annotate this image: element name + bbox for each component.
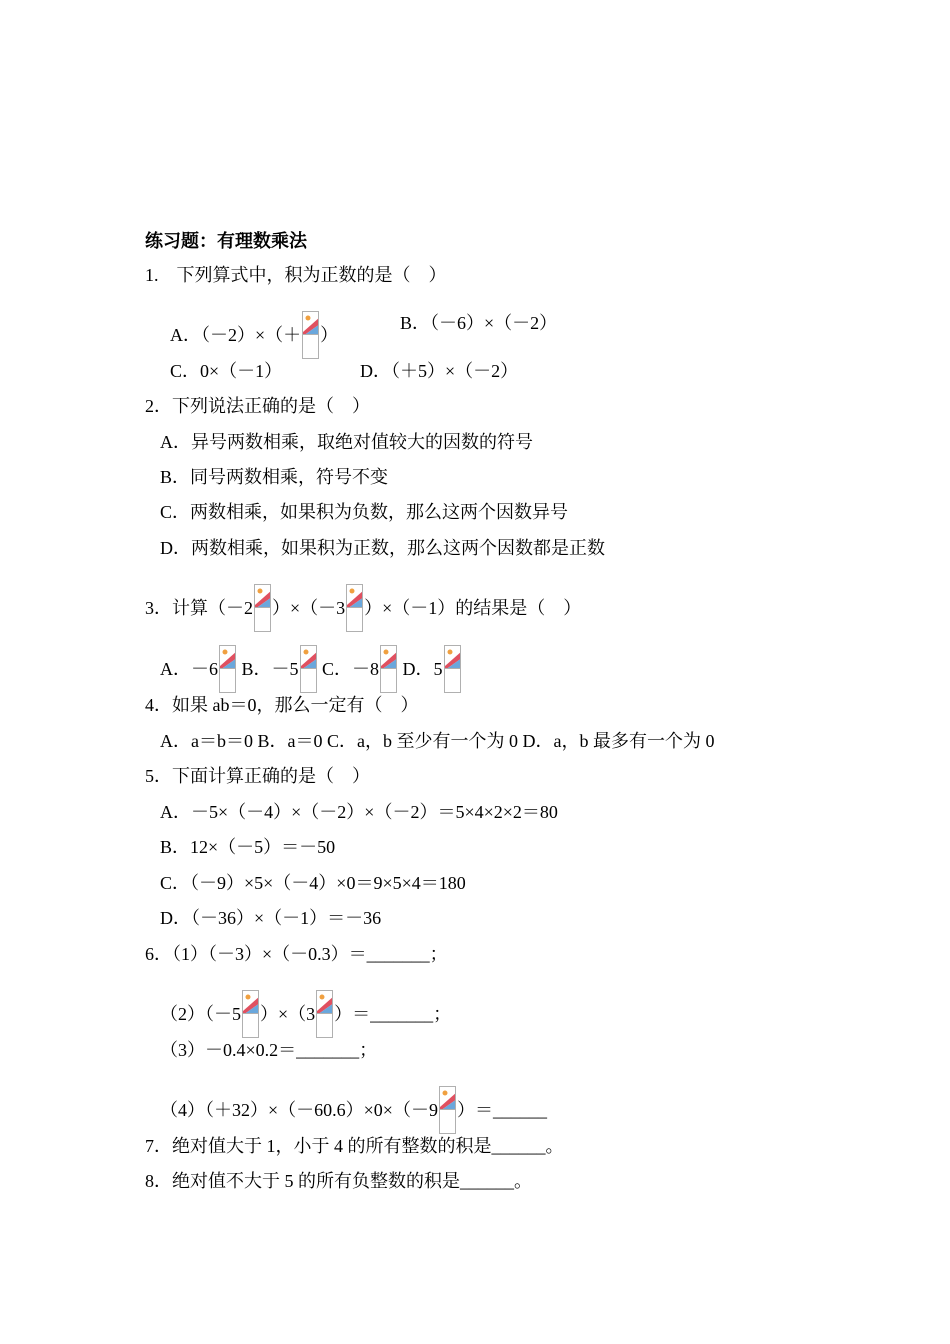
q3-option-b[interactable]: B．－5	[242, 659, 318, 679]
q1-option-a[interactable]: A．（－2）×（＋ ）	[170, 311, 338, 359]
q1-option-d[interactable]: D．（＋5）×（－2）	[360, 361, 519, 381]
q1-stem: 1. 下列算式中，积为正数的是（ ）	[145, 265, 447, 285]
q3-option-a[interactable]: A．－6	[160, 659, 237, 679]
fraction-image-placeholder	[316, 990, 333, 1038]
q3-option-d[interactable]: D．5	[403, 659, 462, 679]
q6-part-2: （2）（－5 ）×（3 ）＝_______；	[160, 990, 451, 1038]
q5-option-c[interactable]: C．（－9）×5×（－4）×0＝9×5×4＝180	[160, 873, 466, 893]
q4-stem: 4．如果 ab＝0，那么一定有（ ）	[145, 695, 419, 715]
fraction-image-placeholder	[380, 645, 397, 693]
fraction-image-placeholder	[302, 311, 319, 359]
q5-stem: 5．下面计算正确的是（ ）	[145, 766, 370, 786]
q4-options[interactable]: A．a＝b＝0 B．a＝0 C．a，b 至少有一个为 0 D．a，b 最多有一个为 0	[160, 731, 715, 751]
q8: 8．绝对值不大于 5 的所有负整数的积是______。	[145, 1171, 532, 1191]
q3-stem: 3．计算（－2 ）×（－3 ）×（－1）的结果是（ ）	[145, 584, 581, 632]
q3-option-c[interactable]: C．－8	[322, 659, 398, 679]
fraction-image-placeholder	[254, 584, 271, 632]
fraction-image-placeholder	[242, 990, 259, 1038]
q5-option-b[interactable]: B．12×（－5）＝－50	[160, 837, 336, 857]
fraction-image-placeholder	[439, 1086, 456, 1134]
q6-part-1: 6．（1）（－3）×（－0.3）＝_______；	[145, 944, 448, 964]
q1-option-c[interactable]: C．0×（－1）	[170, 361, 283, 381]
fraction-image-placeholder	[219, 645, 236, 693]
q2-option-b[interactable]: B．同号两数相乘，符号不变	[160, 467, 389, 487]
q5-option-a[interactable]: A．－5×（－4）×（－2）×（－2）＝5×4×2×2＝80	[160, 802, 558, 822]
fraction-image-placeholder	[346, 584, 363, 632]
q1-option-b[interactable]: B．（－6）×（－2）	[400, 313, 558, 333]
fraction-image-placeholder	[444, 645, 461, 693]
q6-part-4: （4）（＋32）×（－60.6）×0×（－9 ）＝______	[160, 1086, 547, 1134]
fraction-image-placeholder	[300, 645, 317, 693]
q2-stem: 2．下列说法正确的是（ ）	[145, 396, 370, 416]
q2-option-a[interactable]: A．异号两数相乘，取绝对值较大的因数的符号	[160, 432, 533, 452]
q5-option-d[interactable]: D．（－36）×（－1）＝－36	[160, 908, 382, 928]
q2-option-d[interactable]: D．两数相乘，如果积为正数，那么这两个因数都是正数	[160, 538, 605, 558]
q3-options	[160, 645, 462, 693]
q7: 7．绝对值大于 1，小于 4 的所有整数的积是______。	[145, 1136, 564, 1156]
q2-option-c[interactable]: C．两数相乘，如果积为负数，那么这两个因数异号	[160, 502, 569, 522]
q6-part-3: （3）－0.4×0.2＝_______；	[160, 1040, 378, 1060]
page-title: 练习题：有理数乘法	[145, 231, 307, 251]
